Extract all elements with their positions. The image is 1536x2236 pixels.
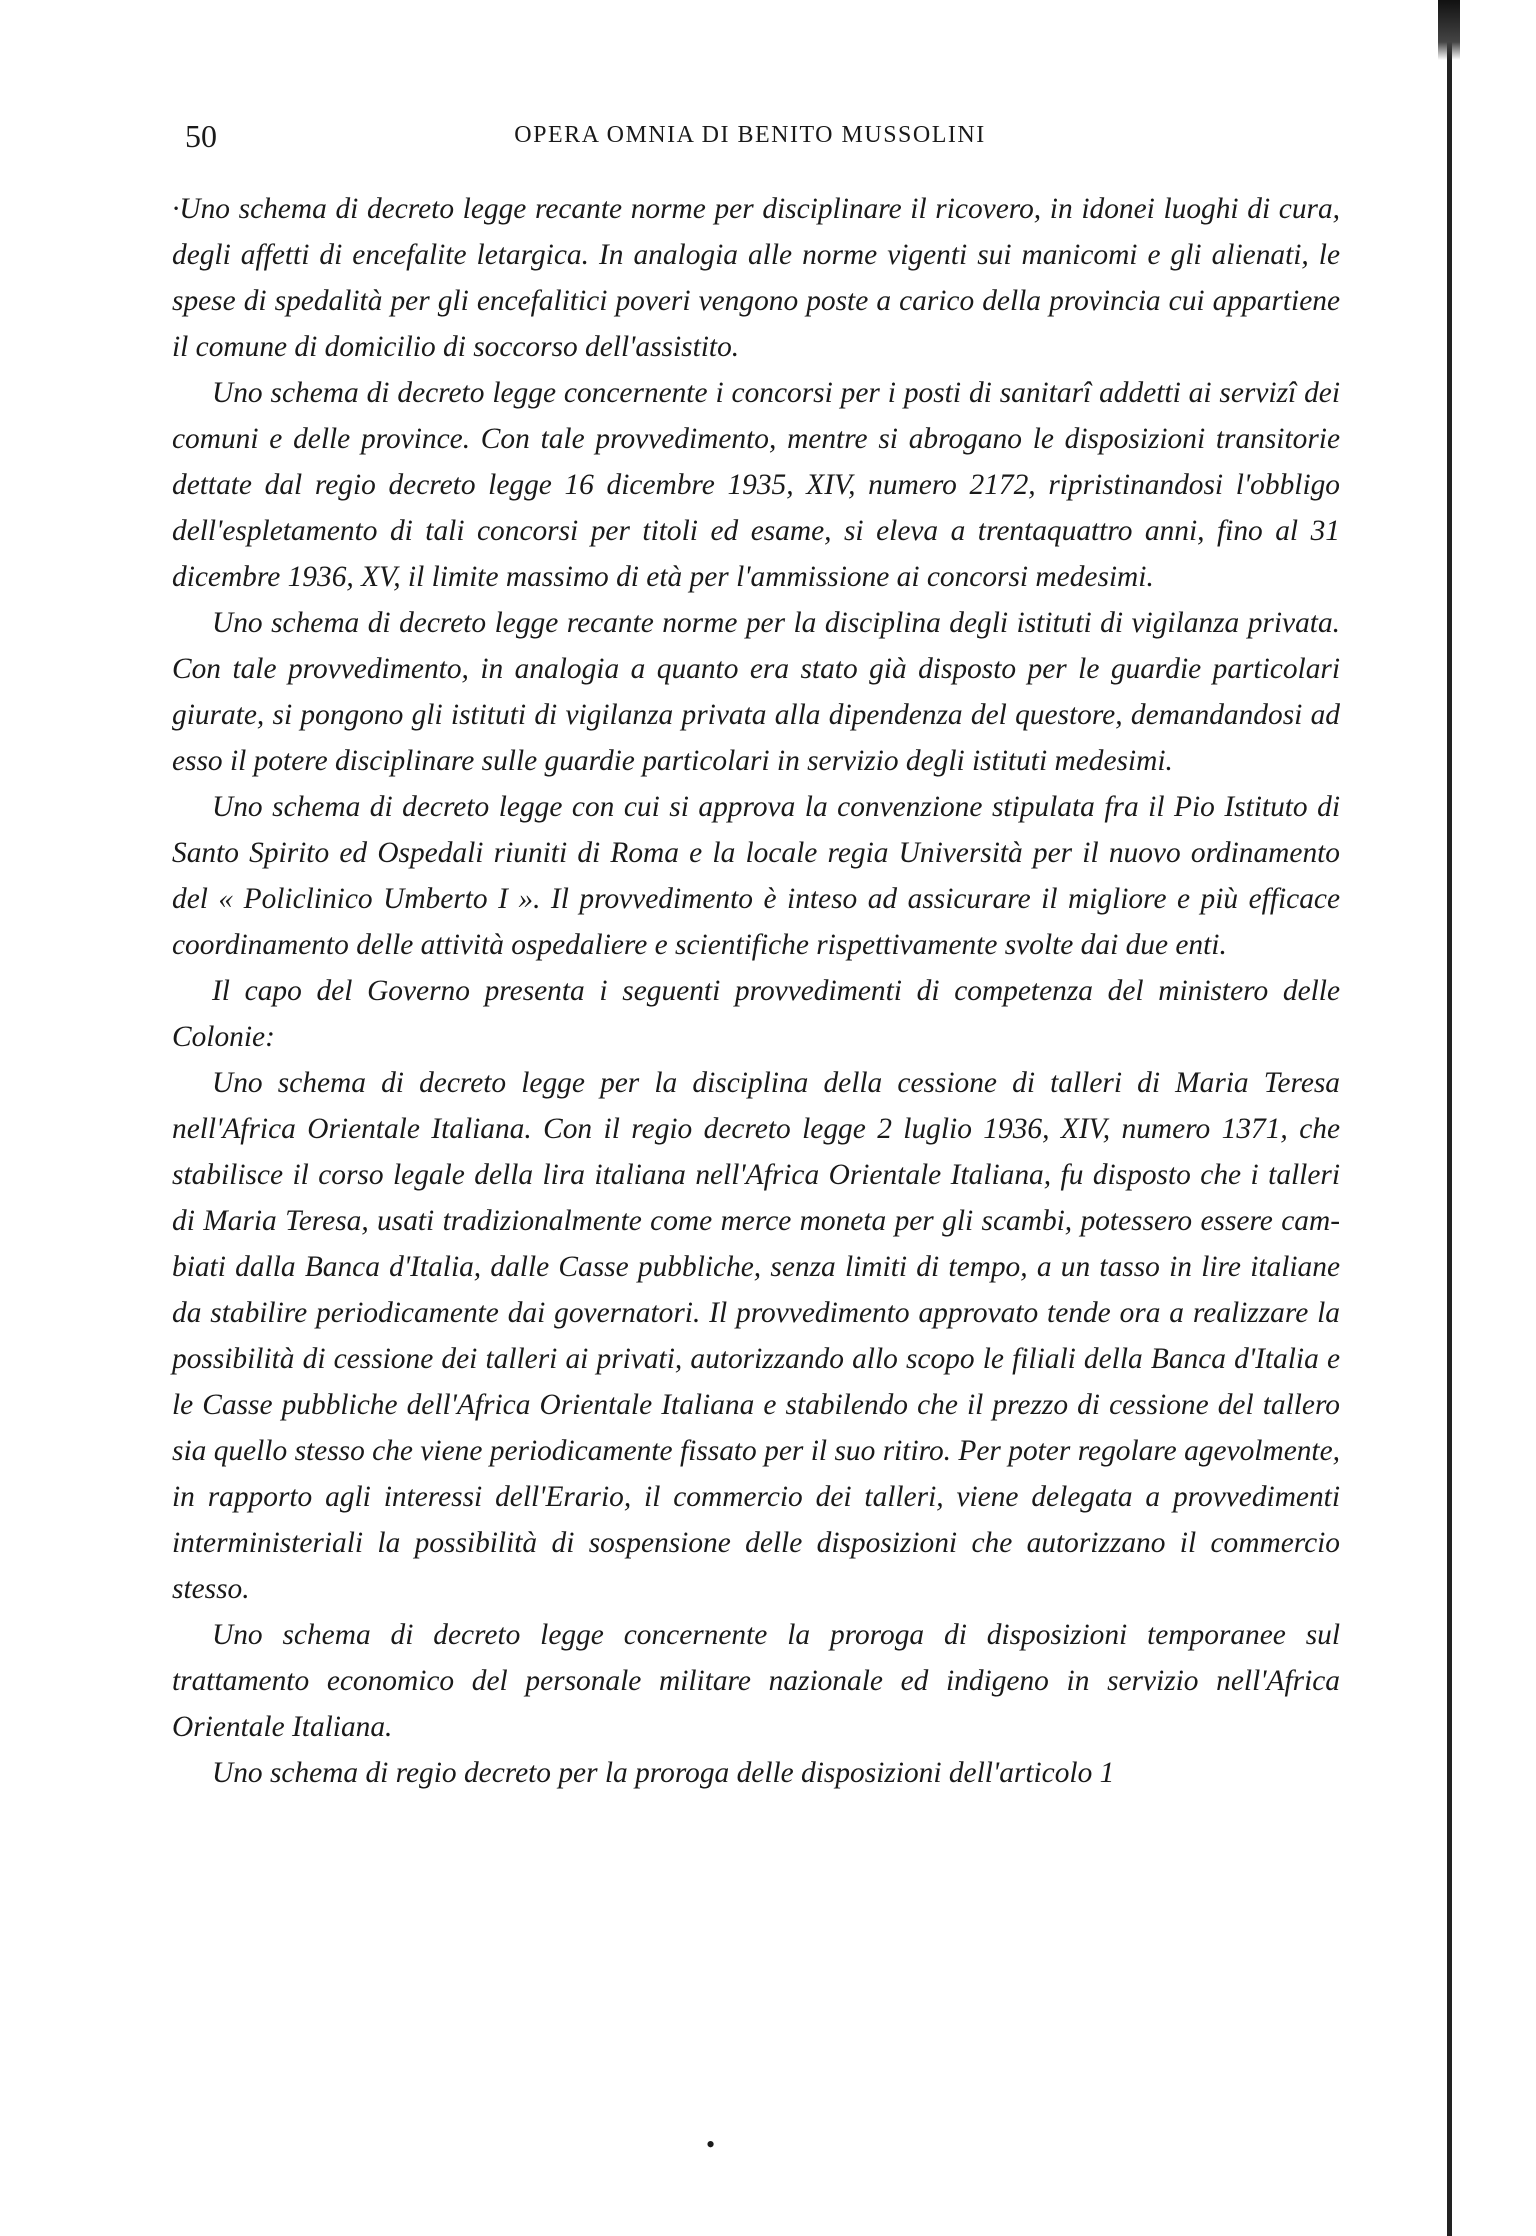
- paragraph-vigilanza-privata: Uno schema di decreto legge recante norme per la disciplina degli istituti di vigilanza privata. Con tale provvedimento, in analogia a quanto era stato già disposto per le guardie particolari giurate, si pongono gli istituti di vigilanza privata alla dipendenza del questore, demandandosi ad esso il potere disciplinare sulle guardie particolari in servizio degli istituti medesimi.: [172, 607, 1340, 777]
- paragraph-articolo: Uno schema di regio decreto per la proroga delle disposizioni dell'articolo 1: [212, 1757, 1115, 1789]
- page-footer-mark: •: [706, 2130, 716, 2159]
- paragraph-ministero-colonie: Il capo del Governo presenta i seguenti provvedimenti di competenza del ministero delle Colonie:: [172, 975, 1340, 1053]
- paragraph-concorsi-sanitari: Uno schema di decreto legge concernente i concorsi per i posti di sanitarî addetti ai servizî dei comuni e delle province. Con tale provvedimento, mentre si abrogano le disposizioni transitorie dettate dal regio decreto legge 16 dicembre 1935, XIV, numero 2172, ripristinandosi l'obbligo dell'espletamento di tali concorsi per titoli ed esame, si eleva a trentaquattro anni, fino al 31 dicembre 1936, XV, il limite massimo di età per l'ammissione ai concorsi medesimi.: [172, 377, 1340, 593]
- page-header: [185, 118, 1315, 158]
- paragraph-encefalite: ·Uno schema di decreto legge recante norme per disciplinare il ricovero, in idonei luoghi di cura, degli affetti di encefalite letargica. In analogia alle norme vigenti sui manicomi e gli alienati, le spese di spedalità per gli encefalitici poveri vengono poste a carico della provincia cui appartiene il comune di domicilio di soccorso dell'assistito.: [172, 193, 1340, 363]
- paragraph-talleri: Uno schema di decreto legge per la disciplina della cessione di talleri di Maria Teresa nell'Africa Orientale Italiana. Con il regio decreto legge 2 luglio 1936, XIV, numero 1371, che stabilisce il corso legale della lira italiana nell'Africa Orientale Italiana, fu disposto che i talleri di Maria Teresa, usati tradizionalmente come merce moneta per gli scambi, potessero essere cambiati dalla Banca d'Italia, dalle Casse pubbliche, senza limiti di tempo, a un tasso in lire italiane da stabilire periodicamente dai governatori. Il provvedimento approvato tende ora a realizzare la possibilità di cessione dei talleri ai privati, autorizzando allo scopo le filiali della Banca d'Italia e le Casse pubbliche dell'Africa Orientale Italiana e stabilendo che il prezzo di cessione del tallero sia quello stesso che viene periodicamente fissato per il suo ritiro. Per poter regolare agevolmente, in rapporto agli interessi dell'Erario, il commercio dei talleri, viene delegata a provvedimenti interministeriali la possibilità di sospensione delle disposizioni che autorizzano il commercio stesso.: [172, 1067, 1340, 1605]
- paragraph-proroga-personale: Uno schema di decreto legge concernente la proroga di disposizioni temporanee sul trattamento economico del personale militare nazionale ed indigeno in servizio nell'Africa Orientale Italiana.: [172, 1619, 1340, 1743]
- scan-edge-mark: [1438, 0, 1460, 60]
- scan-page-edge: [1447, 0, 1452, 2236]
- page-number: 50: [185, 118, 217, 154]
- running-title: OPERA OMNIA DI BENITO MUSSOLINI: [514, 122, 986, 148]
- paragraph-policlinico: Uno schema di decreto legge con cui si approva la convenzione stipulata fra il Pio Istituto di Santo Spirito ed Ospedali riuniti di Roma e la locale regia Università per il nuovo ordinamento del « Policlinico Umberto I ». Il provvedimento è inteso ad assicurare il migliore e più efficace coordinamento delle attività ospedaliere e scientifiche rispettivamente svolte dai due enti.: [172, 791, 1340, 961]
- text-body: [172, 186, 1340, 1796]
